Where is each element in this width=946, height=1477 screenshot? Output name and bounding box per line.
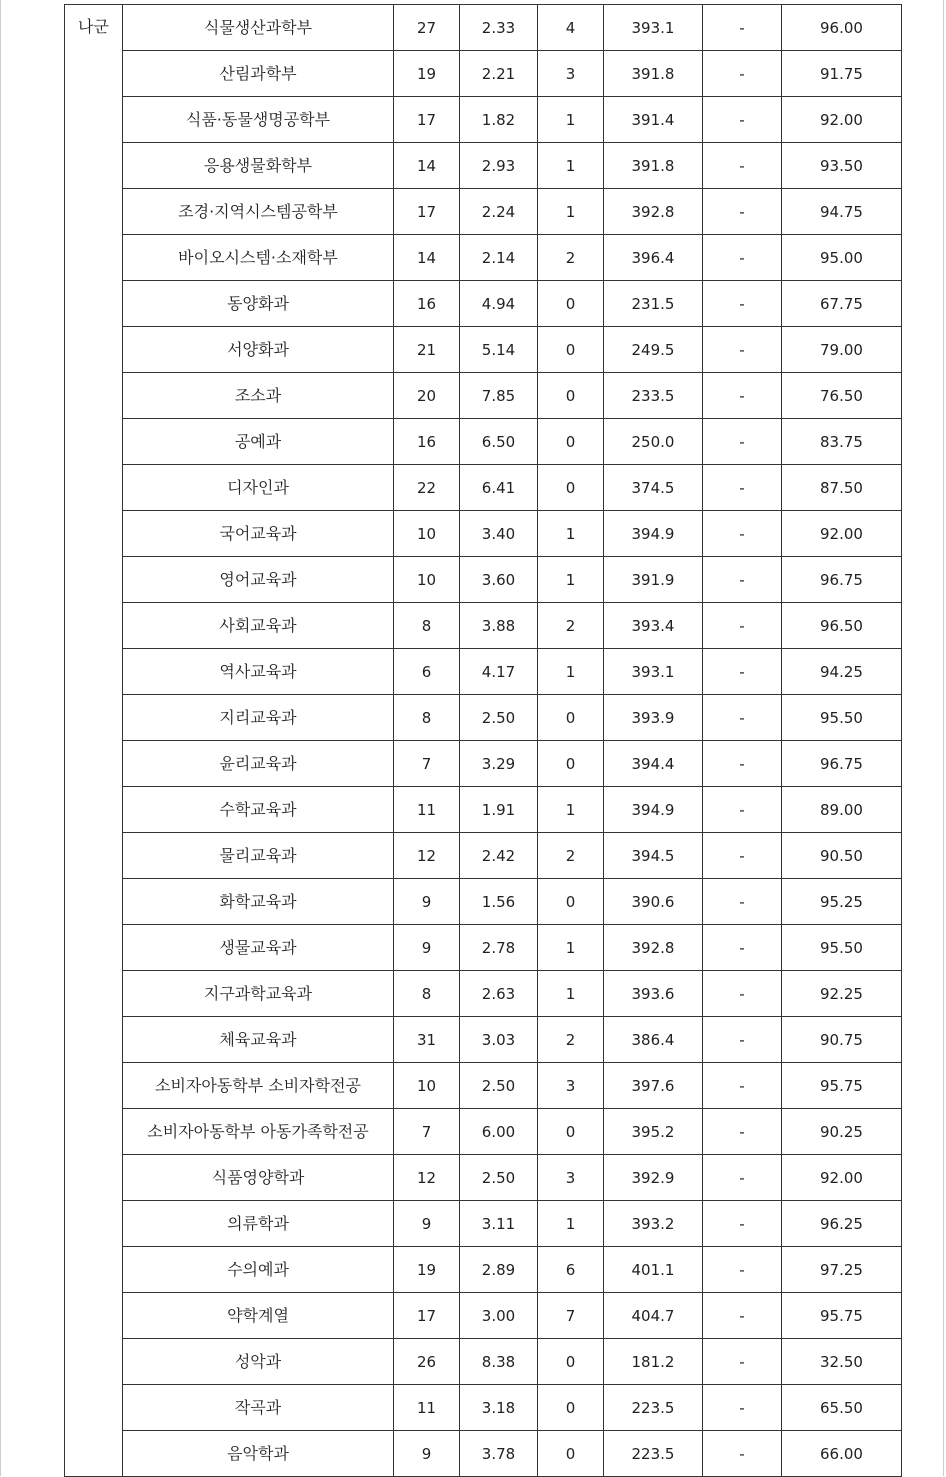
department-cell: 소비자아동학부 아동가족학전공	[123, 1109, 394, 1155]
table-row	[65, 557, 902, 603]
quota-cell: 16	[394, 419, 460, 465]
department-cell: 음악학과	[123, 1431, 394, 1477]
additional-pass-cell: 2	[538, 833, 604, 879]
percentile-cell: 87.50	[782, 465, 902, 511]
additional-pass-cell: 4	[538, 5, 604, 51]
department-cell: 체육교육과	[123, 1017, 394, 1063]
competition-ratio-cell: 3.78	[460, 1431, 538, 1477]
other-cell: -	[703, 879, 782, 925]
score-cell: 386.4	[604, 1017, 703, 1063]
score-cell: 249.5	[604, 327, 703, 373]
department-cell: 성악과	[123, 1339, 394, 1385]
quota-cell: 10	[394, 557, 460, 603]
competition-ratio-cell: 3.60	[460, 557, 538, 603]
competition-ratio-cell: 2.78	[460, 925, 538, 971]
score-cell: 394.9	[604, 511, 703, 557]
table-row	[65, 787, 902, 833]
quota-cell: 9	[394, 1201, 460, 1247]
additional-pass-cell: 0	[538, 327, 604, 373]
quota-cell: 17	[394, 1293, 460, 1339]
other-cell: -	[703, 925, 782, 971]
competition-ratio-cell: 3.03	[460, 1017, 538, 1063]
department-cell: 물리교육과	[123, 833, 394, 879]
quota-cell: 6	[394, 649, 460, 695]
percentile-cell: 96.75	[782, 557, 902, 603]
percentile-cell: 92.00	[782, 1155, 902, 1201]
quota-cell: 22	[394, 465, 460, 511]
additional-pass-cell: 0	[538, 1385, 604, 1431]
score-cell: 393.2	[604, 1201, 703, 1247]
percentile-cell: 95.75	[782, 1063, 902, 1109]
percentile-cell: 95.00	[782, 235, 902, 281]
competition-ratio-cell: 1.91	[460, 787, 538, 833]
quota-cell: 27	[394, 5, 460, 51]
score-cell: 392.9	[604, 1155, 703, 1201]
group-label-cell: 나군	[65, 5, 123, 1477]
additional-pass-cell: 1	[538, 1201, 604, 1247]
additional-pass-cell: 0	[538, 373, 604, 419]
score-cell: 181.2	[604, 1339, 703, 1385]
other-cell: -	[703, 1385, 782, 1431]
department-cell: 서양화과	[123, 327, 394, 373]
competition-ratio-cell: 4.17	[460, 649, 538, 695]
admissions-results-table	[64, 4, 902, 1477]
quota-cell: 16	[394, 281, 460, 327]
table-row	[65, 879, 902, 925]
other-cell: -	[703, 1431, 782, 1477]
table-row	[65, 465, 902, 511]
other-cell: -	[703, 741, 782, 787]
department-cell: 역사교육과	[123, 649, 394, 695]
additional-pass-cell: 0	[538, 741, 604, 787]
score-cell: 231.5	[604, 281, 703, 327]
other-cell: -	[703, 557, 782, 603]
score-cell: 393.1	[604, 649, 703, 695]
quota-cell: 10	[394, 511, 460, 557]
table-row	[65, 1293, 902, 1339]
table-row	[65, 649, 902, 695]
other-cell: -	[703, 1063, 782, 1109]
score-cell: 250.0	[604, 419, 703, 465]
competition-ratio-cell: 3.18	[460, 1385, 538, 1431]
table-row	[65, 511, 902, 557]
department-cell: 약학계열	[123, 1293, 394, 1339]
percentile-cell: 83.75	[782, 419, 902, 465]
score-cell: 404.7	[604, 1293, 703, 1339]
department-cell: 동양화과	[123, 281, 394, 327]
table-row	[65, 1017, 902, 1063]
table-row	[65, 189, 902, 235]
other-cell: -	[703, 5, 782, 51]
score-cell: 394.5	[604, 833, 703, 879]
quota-cell: 12	[394, 1155, 460, 1201]
score-cell: 390.6	[604, 879, 703, 925]
score-cell: 396.4	[604, 235, 703, 281]
score-cell: 393.6	[604, 971, 703, 1017]
competition-ratio-cell: 3.11	[460, 1201, 538, 1247]
competition-ratio-cell: 6.41	[460, 465, 538, 511]
score-cell: 374.5	[604, 465, 703, 511]
table-row	[65, 833, 902, 879]
competition-ratio-cell: 4.94	[460, 281, 538, 327]
additional-pass-cell: 1	[538, 511, 604, 557]
table-body	[65, 5, 902, 1477]
percentile-cell: 96.25	[782, 1201, 902, 1247]
score-cell: 395.2	[604, 1109, 703, 1155]
score-cell: 392.8	[604, 925, 703, 971]
department-cell: 조경·지역시스템공학부	[123, 189, 394, 235]
percentile-cell: 95.75	[782, 1293, 902, 1339]
department-cell: 수의예과	[123, 1247, 394, 1293]
additional-pass-cell: 0	[538, 695, 604, 741]
additional-pass-cell: 0	[538, 1431, 604, 1477]
percentile-cell: 90.25	[782, 1109, 902, 1155]
other-cell: -	[703, 419, 782, 465]
other-cell: -	[703, 787, 782, 833]
additional-pass-cell: 1	[538, 557, 604, 603]
score-cell: 391.8	[604, 143, 703, 189]
percentile-cell: 96.75	[782, 741, 902, 787]
other-cell: -	[703, 465, 782, 511]
department-cell: 산림과학부	[123, 51, 394, 97]
percentile-cell: 76.50	[782, 373, 902, 419]
quota-cell: 11	[394, 1385, 460, 1431]
competition-ratio-cell: 2.24	[460, 189, 538, 235]
table-row	[65, 1339, 902, 1385]
percentile-cell: 93.50	[782, 143, 902, 189]
other-cell: -	[703, 1109, 782, 1155]
table-row	[65, 1155, 902, 1201]
percentile-cell: 91.75	[782, 51, 902, 97]
competition-ratio-cell: 7.85	[460, 373, 538, 419]
other-cell: -	[703, 1247, 782, 1293]
quota-cell: 12	[394, 833, 460, 879]
department-cell: 수학교육과	[123, 787, 394, 833]
quota-cell: 7	[394, 1109, 460, 1155]
table-row	[65, 1109, 902, 1155]
page-frame-left	[0, 0, 1, 1476]
quota-cell: 8	[394, 971, 460, 1017]
competition-ratio-cell: 3.00	[460, 1293, 538, 1339]
table-row	[65, 281, 902, 327]
quota-cell: 14	[394, 143, 460, 189]
quota-cell: 9	[394, 1431, 460, 1477]
table-row	[65, 1431, 902, 1477]
additional-pass-cell: 1	[538, 97, 604, 143]
department-cell: 조소과	[123, 373, 394, 419]
competition-ratio-cell: 2.21	[460, 51, 538, 97]
score-cell: 393.9	[604, 695, 703, 741]
quota-cell: 9	[394, 925, 460, 971]
competition-ratio-cell: 2.33	[460, 5, 538, 51]
other-cell: -	[703, 373, 782, 419]
other-cell: -	[703, 281, 782, 327]
score-cell: 223.5	[604, 1385, 703, 1431]
quota-cell: 20	[394, 373, 460, 419]
table-row	[65, 695, 902, 741]
table-row	[65, 1063, 902, 1109]
score-cell: 394.9	[604, 787, 703, 833]
other-cell: -	[703, 1201, 782, 1247]
additional-pass-cell: 6	[538, 1247, 604, 1293]
department-cell: 식물생산과학부	[123, 5, 394, 51]
quota-cell: 17	[394, 189, 460, 235]
competition-ratio-cell: 2.63	[460, 971, 538, 1017]
score-cell: 394.4	[604, 741, 703, 787]
additional-pass-cell: 3	[538, 51, 604, 97]
other-cell: -	[703, 1339, 782, 1385]
competition-ratio-cell: 8.38	[460, 1339, 538, 1385]
percentile-cell: 90.75	[782, 1017, 902, 1063]
score-cell: 391.8	[604, 51, 703, 97]
percentile-cell: 97.25	[782, 1247, 902, 1293]
additional-pass-cell: 1	[538, 649, 604, 695]
percentile-cell: 92.25	[782, 971, 902, 1017]
quota-cell: 7	[394, 741, 460, 787]
other-cell: -	[703, 511, 782, 557]
other-cell: -	[703, 235, 782, 281]
department-cell: 국어교육과	[123, 511, 394, 557]
other-cell: -	[703, 1293, 782, 1339]
department-cell: 응용생물화학부	[123, 143, 394, 189]
other-cell: -	[703, 1017, 782, 1063]
competition-ratio-cell: 1.56	[460, 879, 538, 925]
additional-pass-cell: 1	[538, 143, 604, 189]
competition-ratio-cell: 6.00	[460, 1109, 538, 1155]
other-cell: -	[703, 189, 782, 235]
percentile-cell: 79.00	[782, 327, 902, 373]
quota-cell: 21	[394, 327, 460, 373]
additional-pass-cell: 2	[538, 1017, 604, 1063]
quota-cell: 14	[394, 235, 460, 281]
percentile-cell: 96.00	[782, 5, 902, 51]
additional-pass-cell: 0	[538, 879, 604, 925]
other-cell: -	[703, 833, 782, 879]
quota-cell: 8	[394, 603, 460, 649]
quota-cell: 9	[394, 879, 460, 925]
department-cell: 공예과	[123, 419, 394, 465]
table-row	[65, 1201, 902, 1247]
percentile-cell: 65.50	[782, 1385, 902, 1431]
percentile-cell: 66.00	[782, 1431, 902, 1477]
percentile-cell: 32.50	[782, 1339, 902, 1385]
percentile-cell: 95.50	[782, 925, 902, 971]
table-row	[65, 97, 902, 143]
department-cell: 윤리교육과	[123, 741, 394, 787]
table-row	[65, 925, 902, 971]
competition-ratio-cell: 2.50	[460, 1063, 538, 1109]
score-cell: 393.1	[604, 5, 703, 51]
table-row	[65, 235, 902, 281]
percentile-cell: 67.75	[782, 281, 902, 327]
table-row	[65, 5, 902, 51]
competition-ratio-cell: 3.40	[460, 511, 538, 557]
table-row	[65, 1247, 902, 1293]
additional-pass-cell: 0	[538, 465, 604, 511]
additional-pass-cell: 1	[538, 189, 604, 235]
department-cell: 식품·동물생명공학부	[123, 97, 394, 143]
other-cell: -	[703, 971, 782, 1017]
other-cell: -	[703, 695, 782, 741]
quota-cell: 8	[394, 695, 460, 741]
competition-ratio-cell: 2.50	[460, 695, 538, 741]
additional-pass-cell: 1	[538, 787, 604, 833]
quota-cell: 31	[394, 1017, 460, 1063]
table-row	[65, 1385, 902, 1431]
competition-ratio-cell: 1.82	[460, 97, 538, 143]
additional-pass-cell: 3	[538, 1063, 604, 1109]
percentile-cell: 90.50	[782, 833, 902, 879]
quota-cell: 17	[394, 97, 460, 143]
table-row	[65, 971, 902, 1017]
other-cell: -	[703, 143, 782, 189]
score-cell: 393.4	[604, 603, 703, 649]
department-cell: 작곡과	[123, 1385, 394, 1431]
competition-ratio-cell: 2.50	[460, 1155, 538, 1201]
additional-pass-cell: 3	[538, 1155, 604, 1201]
other-cell: -	[703, 1155, 782, 1201]
competition-ratio-cell: 6.50	[460, 419, 538, 465]
score-cell: 397.6	[604, 1063, 703, 1109]
competition-ratio-cell: 2.93	[460, 143, 538, 189]
percentile-cell: 95.50	[782, 695, 902, 741]
score-cell: 223.5	[604, 1431, 703, 1477]
competition-ratio-cell: 2.42	[460, 833, 538, 879]
additional-pass-cell: 2	[538, 603, 604, 649]
department-cell: 바이오시스템·소재학부	[123, 235, 394, 281]
score-cell: 391.4	[604, 97, 703, 143]
additional-pass-cell: 7	[538, 1293, 604, 1339]
score-cell: 391.9	[604, 557, 703, 603]
department-cell: 의류학과	[123, 1201, 394, 1247]
table-row	[65, 373, 902, 419]
department-cell: 사회교육과	[123, 603, 394, 649]
other-cell: -	[703, 603, 782, 649]
table-row	[65, 603, 902, 649]
competition-ratio-cell: 5.14	[460, 327, 538, 373]
percentile-cell: 89.00	[782, 787, 902, 833]
percentile-cell: 94.75	[782, 189, 902, 235]
other-cell: -	[703, 97, 782, 143]
quota-cell: 11	[394, 787, 460, 833]
additional-pass-cell: 1	[538, 971, 604, 1017]
score-cell: 392.8	[604, 189, 703, 235]
competition-ratio-cell: 2.14	[460, 235, 538, 281]
department-cell: 식품영양학과	[123, 1155, 394, 1201]
table-row	[65, 143, 902, 189]
other-cell: -	[703, 649, 782, 695]
percentile-cell: 94.25	[782, 649, 902, 695]
additional-pass-cell: 0	[538, 281, 604, 327]
department-cell: 지리교육과	[123, 695, 394, 741]
quota-cell: 19	[394, 1247, 460, 1293]
department-cell: 디자인과	[123, 465, 394, 511]
percentile-cell: 96.50	[782, 603, 902, 649]
other-cell: -	[703, 327, 782, 373]
quota-cell: 19	[394, 51, 460, 97]
additional-pass-cell: 1	[538, 925, 604, 971]
score-cell: 401.1	[604, 1247, 703, 1293]
additional-pass-cell: 0	[538, 419, 604, 465]
other-cell: -	[703, 51, 782, 97]
table-row	[65, 327, 902, 373]
department-cell: 생물교육과	[123, 925, 394, 971]
additional-pass-cell: 0	[538, 1109, 604, 1155]
percentile-cell: 92.00	[782, 97, 902, 143]
additional-pass-cell: 2	[538, 235, 604, 281]
department-cell: 소비자아동학부 소비자학전공	[123, 1063, 394, 1109]
table-row	[65, 419, 902, 465]
quota-cell: 26	[394, 1339, 460, 1385]
percentile-cell: 92.00	[782, 511, 902, 557]
department-cell: 지구과학교육과	[123, 971, 394, 1017]
competition-ratio-cell: 3.88	[460, 603, 538, 649]
department-cell: 화학교육과	[123, 879, 394, 925]
competition-ratio-cell: 2.89	[460, 1247, 538, 1293]
quota-cell: 10	[394, 1063, 460, 1109]
department-cell: 영어교육과	[123, 557, 394, 603]
percentile-cell: 95.25	[782, 879, 902, 925]
page-frame-right	[943, 0, 944, 1476]
score-cell: 233.5	[604, 373, 703, 419]
table-row	[65, 51, 902, 97]
table-row	[65, 741, 902, 787]
additional-pass-cell: 0	[538, 1339, 604, 1385]
competition-ratio-cell: 3.29	[460, 741, 538, 787]
